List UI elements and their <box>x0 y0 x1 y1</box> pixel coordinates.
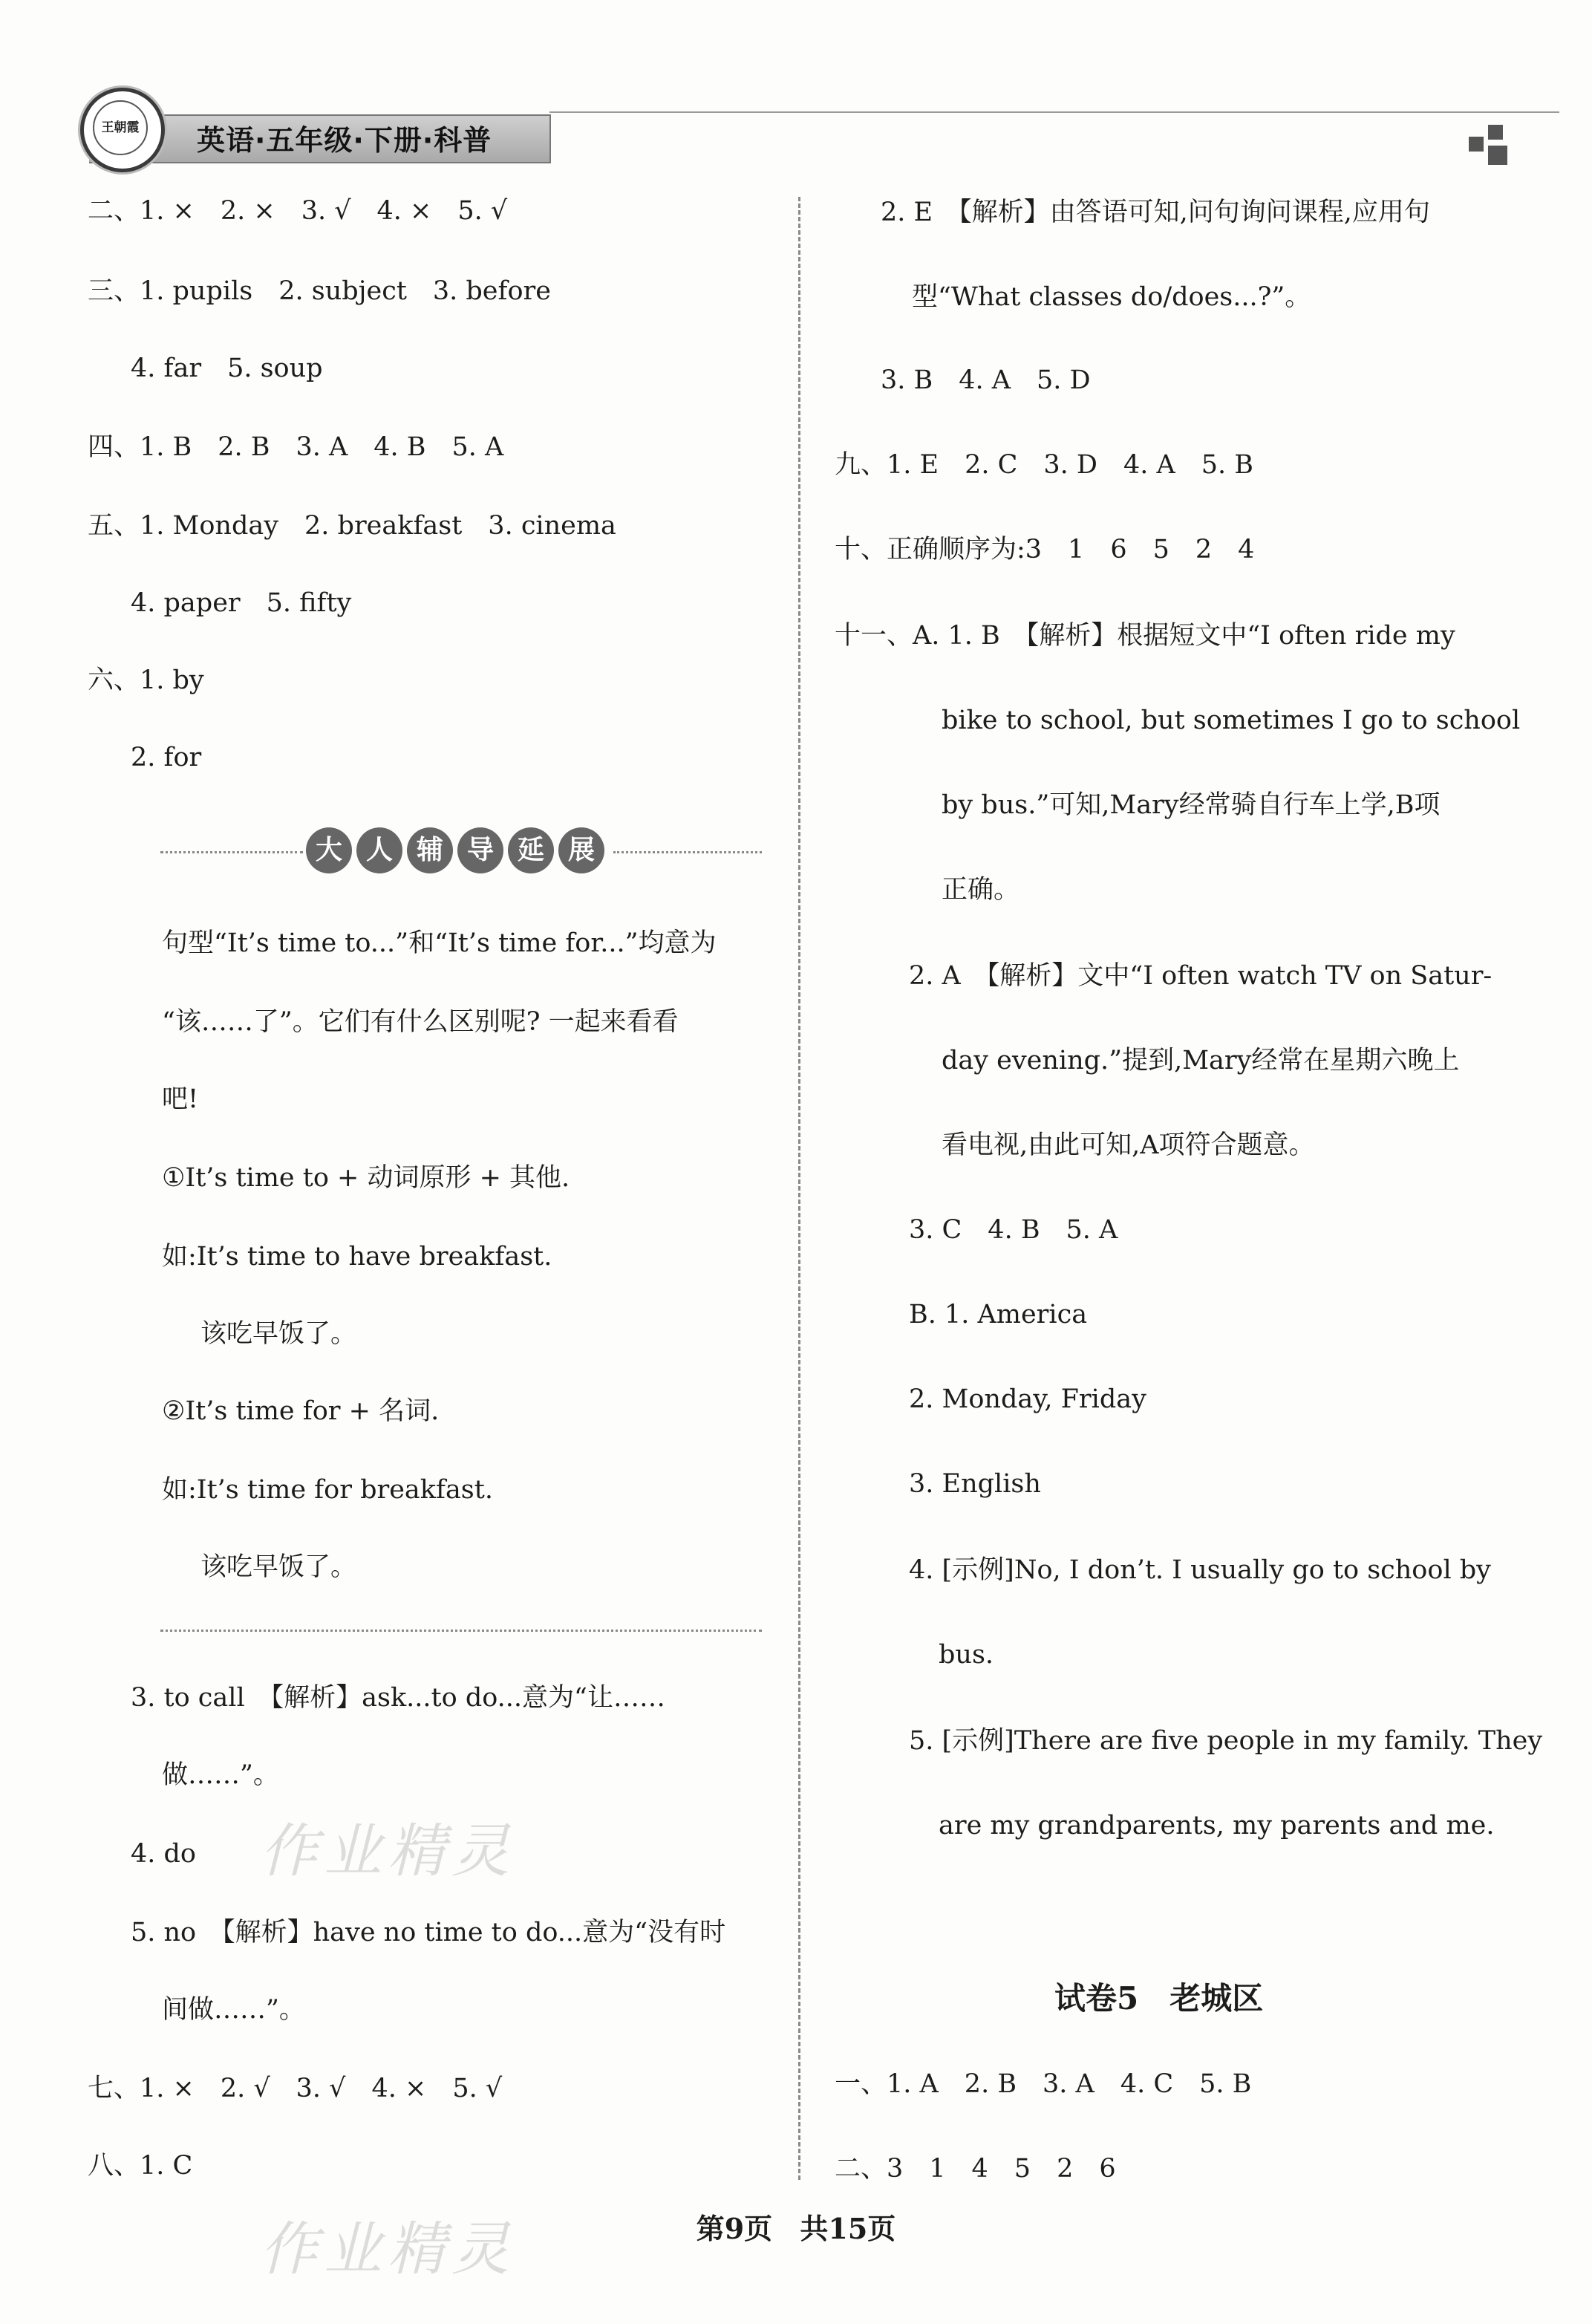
answer-line: 4. far 5. soup <box>131 354 323 383</box>
answer-line: 5. no 【解析】have no time to do...意为“没有时 <box>131 1918 726 1947</box>
answer-line: 3. C 4. B 5. A <box>909 1215 1118 1245</box>
answer-line: 三、1. pupils 2. subject 3. before <box>88 276 551 306</box>
header-rule <box>549 111 1559 113</box>
banner-char: 延 <box>508 827 554 873</box>
answer-line: 3. English <box>909 1469 1041 1499</box>
banner-rule-left <box>160 851 303 853</box>
answer-line: 4. paper 5. fifty <box>131 588 352 618</box>
parent-guide-banner <box>306 827 610 876</box>
guide-text: 该吃早饭了。 <box>200 1319 357 1349</box>
answer-line: 做……”。 <box>162 1760 279 1790</box>
answer-line: 看电视,由此可知,A项符合题意。 <box>942 1130 1315 1160</box>
answer-line: day evening.”提到,Mary经常在星期六晚上 <box>942 1046 1460 1075</box>
answer-line: by bus.”可知,Mary经常骑自行车上学,B项 <box>942 790 1441 820</box>
watermark: 作业精灵 <box>260 2216 516 2283</box>
section-title: 试卷5 老城区 <box>1054 1980 1264 2017</box>
guide-text: ②It’s time for + 名词. <box>162 1396 440 1426</box>
book-title: 英语·五年级·下册·科普 <box>197 124 492 157</box>
banner-char: 人 <box>356 827 402 873</box>
answer-line: 八、1. C <box>88 2151 193 2181</box>
answer-line: 五、1. Monday 2. breakfast 3. cinema <box>88 511 616 541</box>
publisher-logo <box>80 88 165 172</box>
answer-line: bike to school, but sometimes I go to school <box>942 706 1521 735</box>
answer-line: 2. E 【解析】由答语可知,问句询问课程,应用句 <box>881 198 1430 227</box>
watermark: 作业精灵 <box>260 1818 516 1885</box>
page-number: 第9页 <box>696 2212 773 2245</box>
guide-end-rule <box>160 1630 762 1632</box>
answer-line: 3. to call 【解析】ask...to do...意为“让…… <box>131 1683 665 1713</box>
answer-line: 4. [示例]No, I don’t. I usually go to school by <box>909 1555 1491 1585</box>
banner-char: 导 <box>457 827 503 873</box>
answer-line: 二、3 1 4 5 2 6 <box>835 2154 1116 2184</box>
answer-line: 型“What classes do/does...?”。 <box>912 282 1311 312</box>
guide-text: 该吃早饭了。 <box>200 1552 357 1582</box>
banner-char: 大 <box>306 827 352 873</box>
answer-line: 十、正确顺序为:3 1 6 5 2 4 <box>835 535 1255 564</box>
answer-line: 4. do <box>131 1839 196 1869</box>
answer-line: 十一、A. 1. B 【解析】根据短文中“I often ride my <box>835 621 1455 651</box>
guide-text: 如:It’s time for breakfast. <box>162 1475 493 1505</box>
answer-line: 3. B 4. A 5. D <box>881 365 1091 395</box>
decor-square-icon <box>1488 125 1503 140</box>
decor-square-icon <box>1488 146 1507 165</box>
guide-text: 句型“It’s time to...”和“It’s time for...”均意为 <box>162 928 717 958</box>
guide-text: 如:It’s time to have breakfast. <box>162 1242 552 1272</box>
banner-rule-right <box>613 851 762 853</box>
answer-line: 5. [示例]There are five people in my family. They <box>909 1726 1543 1756</box>
answer-line: 间做……”。 <box>162 1995 305 2025</box>
page-total: 共15页 <box>800 2212 896 2245</box>
logo-text: 王朝霞 <box>93 100 148 155</box>
answer-line: 二、1. × 2. × 3. √ 4. × 5. √ <box>88 196 508 226</box>
answer-line: 七、1. × 2. √ 3. √ 4. × 5. √ <box>88 2074 503 2103</box>
answer-line: 2. Monday, Friday <box>909 1384 1146 1414</box>
page-footer <box>0 2206 1592 2247</box>
banner-char: 辅 <box>407 827 453 873</box>
guide-text: 吧! <box>162 1084 199 1114</box>
answer-line: 2. for <box>131 743 202 772</box>
banner-char: 展 <box>558 827 604 873</box>
answer-line: are my grandparents, my parents and me. <box>939 1811 1495 1840</box>
column-divider <box>798 197 800 2180</box>
answer-line: bus. <box>939 1640 994 1670</box>
answer-line: 九、1. E 2. C 3. D 4. A 5. B <box>835 450 1253 480</box>
answer-line: 六、1. by <box>88 665 204 695</box>
answer-line: 2. A 【解析】文中“I often watch TV on Satur- <box>909 961 1492 991</box>
guide-text: “该……了”。它们有什么区别呢? 一起来看看 <box>162 1007 679 1037</box>
decor-square-icon <box>1469 137 1484 152</box>
answer-line: B. 1. America <box>909 1300 1088 1329</box>
answer-line: 四、1. B 2. B 3. A 4. B 5. A <box>88 432 504 462</box>
answer-line: 一、1. A 2. B 3. A 4. C 5. B <box>835 2069 1252 2099</box>
answer-line: 正确。 <box>942 875 1020 905</box>
guide-text: ①It’s time to + 动词原形 + 其他. <box>162 1163 570 1193</box>
